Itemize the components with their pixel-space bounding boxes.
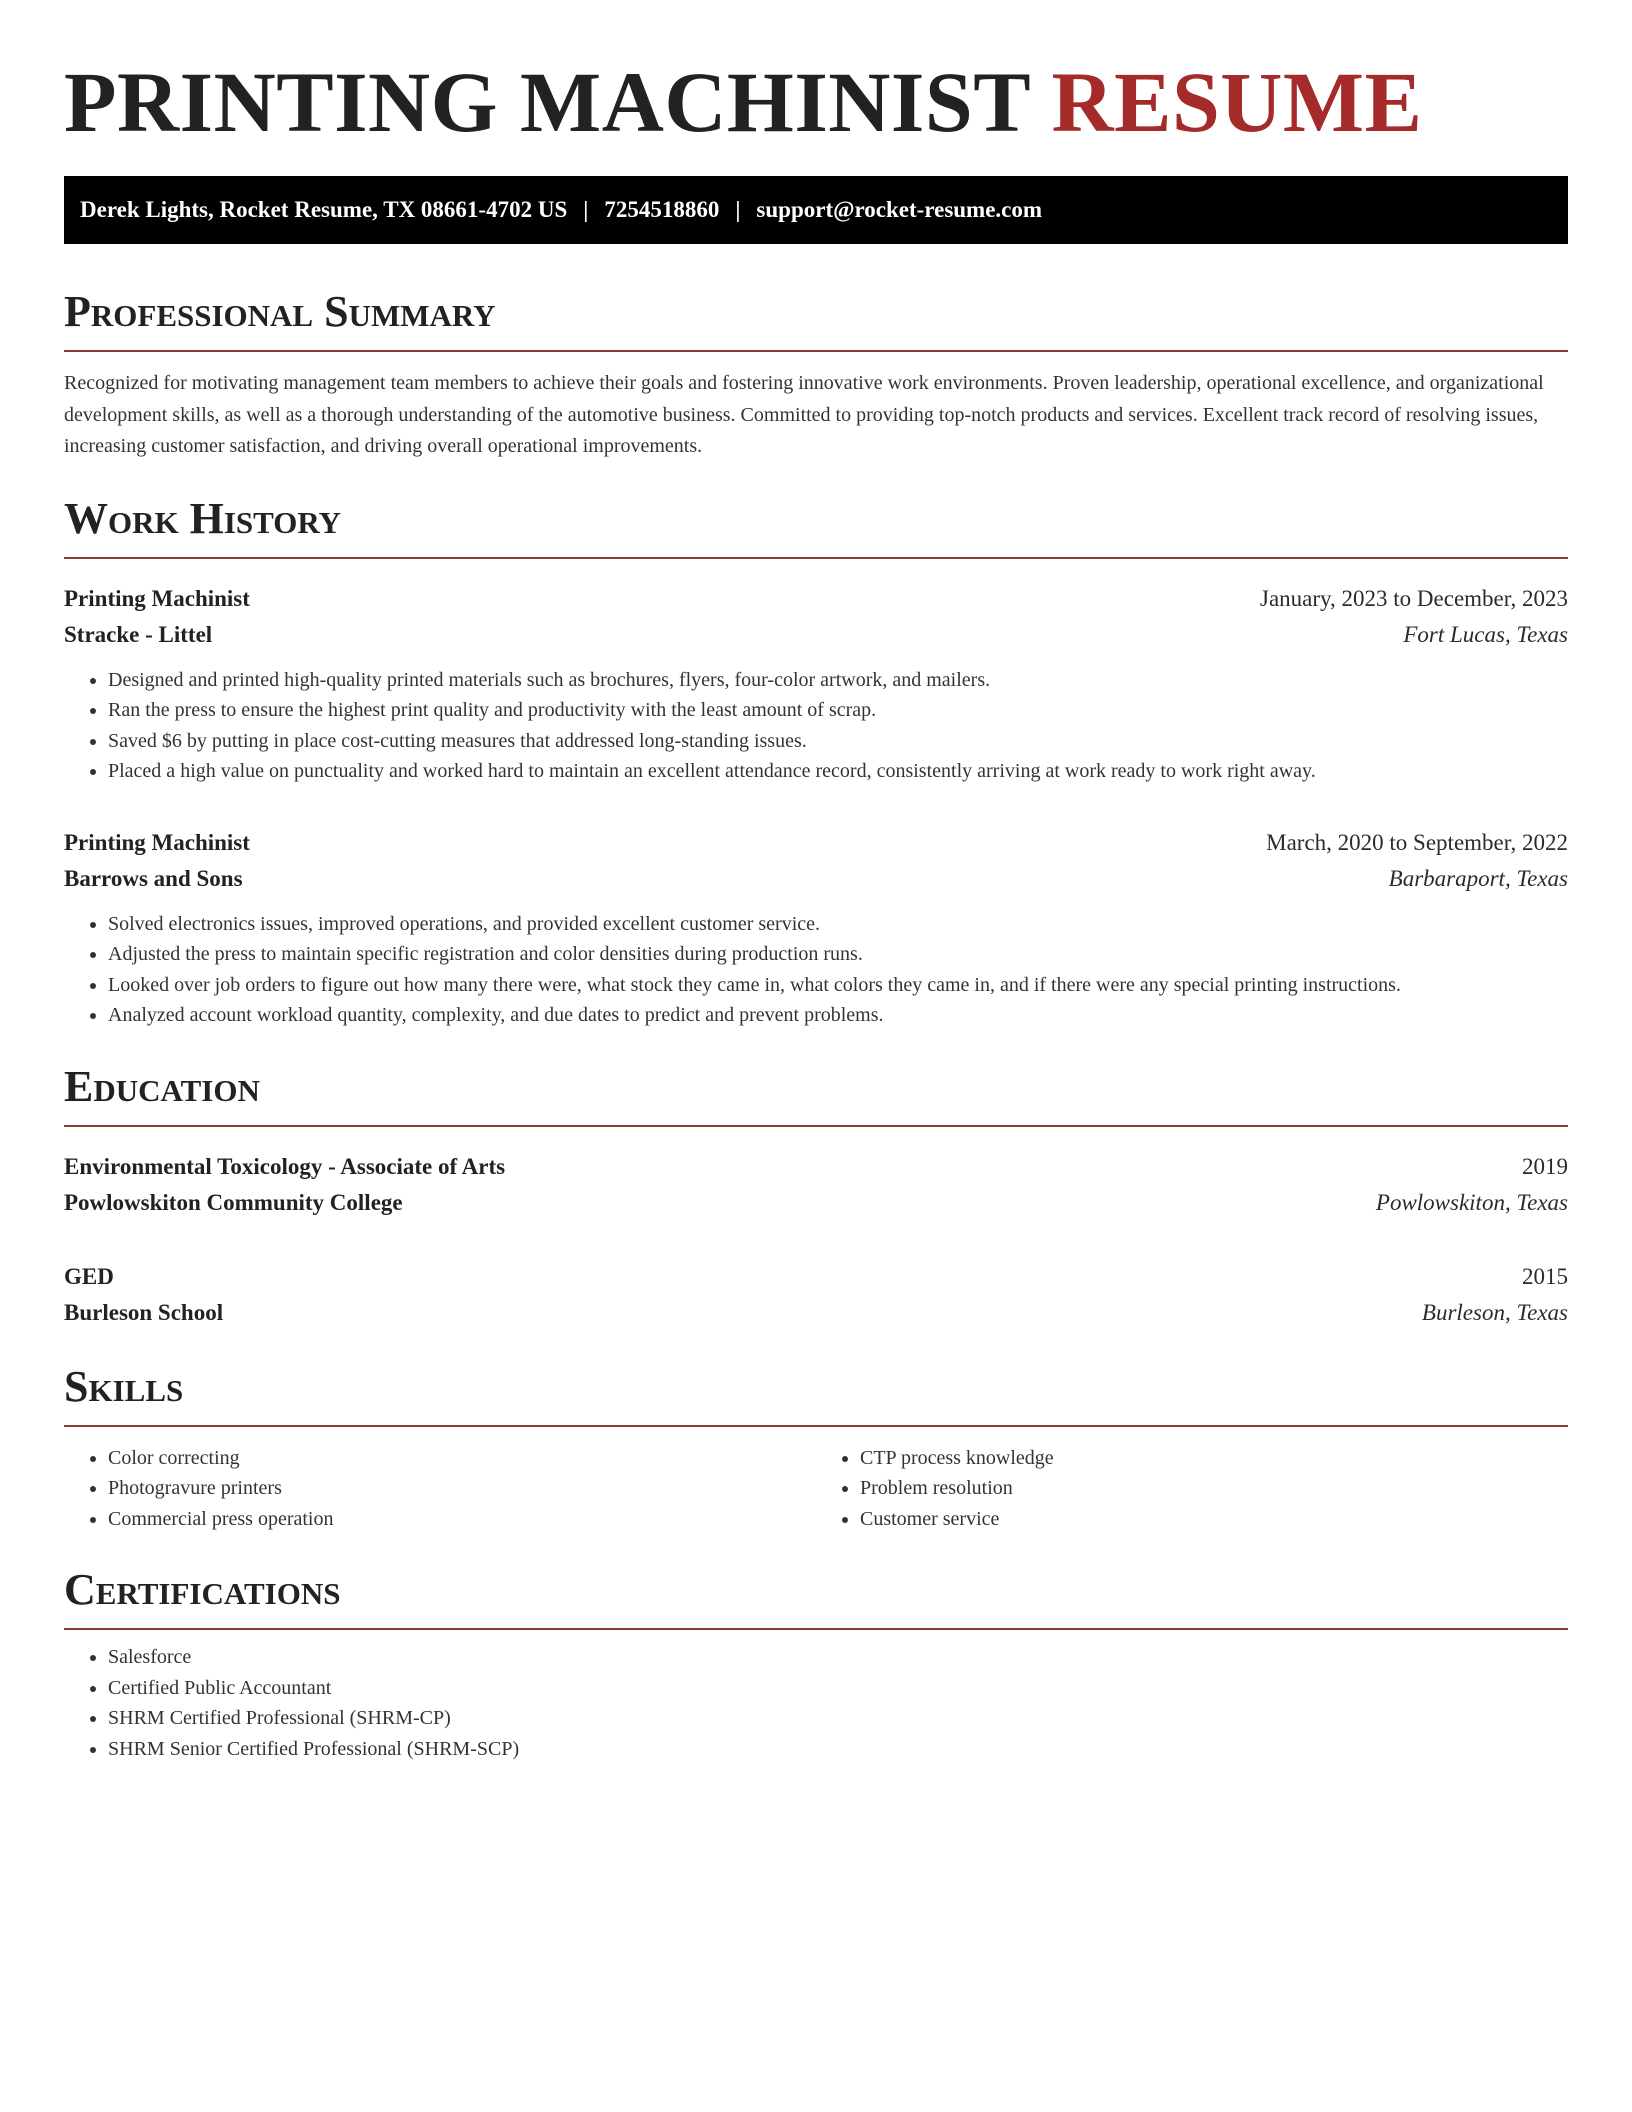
job-bullet: • Adjusted the press to maintain specific registration and color densities during production runs. <box>108 939 1568 970</box>
certifications-list <box>64 1642 1568 1764</box>
summary-heading: Professional Summary <box>64 286 1568 352</box>
certifications-heading: Certifications <box>64 1564 1568 1630</box>
education-location: Burleson, Texas <box>1421 1299 1568 1325</box>
job-bullet: • Looked over job orders to figure out how many there were, what stock they came in, what colors they came in, and if there were any special printing instructions. <box>108 970 1568 1001</box>
certifications-section <box>64 1564 1568 1764</box>
skills-column-left <box>64 1443 816 1535</box>
education-entry <box>64 1259 1568 1331</box>
work-history-heading: Work History <box>64 493 1568 559</box>
skill-item: • Commercial press operation <box>108 1504 816 1535</box>
job-title-row <box>64 581 1568 617</box>
certification-item: • Salesforce <box>108 1642 1568 1673</box>
job-dates: March, 2020 to September, 2022 <box>1266 829 1568 855</box>
skill-item: • Photogravure printers <box>108 1473 816 1504</box>
summary-text: Recognized for motivating management team members to achieve their goals and fostering innovative work environments. Proven leadership, operational excellence, and organizational development skills, as well as a thorough understanding of the automotive business. Committed to providing top-notch products and services. Excellent track record of resolving issues, increasing customer satisfaction, and driving overall operational improvements. <box>64 372 1544 457</box>
certification-item: • SHRM Certified Professional (SHRM-CP) <box>108 1703 1568 1734</box>
skill-item: • Color correcting <box>108 1443 816 1474</box>
contact-separator: | <box>735 197 741 222</box>
job-company: Barrows and Sons <box>64 865 243 891</box>
education-degree-row <box>64 1259 1568 1295</box>
job-bullet: • Solved electronics issues, improved operations, and provided excellent customer service. <box>108 909 1568 940</box>
job-location: Fort Lucas, Texas <box>1403 621 1568 647</box>
job-entry <box>64 825 1568 1031</box>
summary-section <box>64 286 1568 463</box>
job-bullet: • Ran the press to ensure the highest print quality and productivity with the least amount of scrap. <box>108 695 1568 726</box>
job-bullet: • Designed and printed high-quality printed materials such as brochures, flyers, four-color artwork, and mailers. <box>108 665 1568 696</box>
job-company: Stracke - Littel <box>64 621 213 647</box>
certification-item: • SHRM Senior Certified Professional (SHRM-SCP) <box>108 1734 1568 1765</box>
job-company-row <box>64 861 1568 897</box>
education-section <box>64 1061 1568 1331</box>
title-accent: RESUME <box>1051 54 1423 150</box>
education-degree: Environmental Toxicology - Associate of Arts <box>64 1153 506 1179</box>
education-year: 2019 <box>1522 1153 1568 1179</box>
contact-address: Derek Lights, Rocket Resume, TX 08661-4702 US <box>80 197 568 222</box>
skill-item: • Customer service <box>860 1504 1568 1535</box>
work-history-section <box>64 493 1568 1031</box>
education-degree-row <box>64 1149 1568 1185</box>
education-school: Powlowskiton Community College <box>64 1189 403 1215</box>
education-school: Burleson School <box>64 1299 224 1325</box>
job-title: Printing Machinist <box>64 585 250 611</box>
contact-phone: 7254518860 <box>604 197 720 222</box>
skills-grid <box>64 1443 1568 1535</box>
title-main: PRINTING MACHINIST <box>64 54 1030 150</box>
job-dates: January, 2023 to December, 2023 <box>1260 585 1568 611</box>
job-bullet: • Saved $6 by putting in place cost-cutting measures that addressed long-standing issues. <box>108 726 1568 757</box>
contact-bar <box>64 176 1568 244</box>
job-company-row <box>64 617 1568 653</box>
contact-email: support@rocket-resume.com <box>756 197 1043 222</box>
education-school-row <box>64 1295 1568 1331</box>
resume-title <box>64 52 1568 152</box>
job-location: Barbaraport, Texas <box>1388 865 1568 891</box>
skill-item: • Problem resolution <box>860 1473 1568 1504</box>
contact-separator: | <box>583 197 589 222</box>
skill-item: • CTP process knowledge <box>860 1443 1568 1474</box>
job-bullets <box>64 909 1568 1031</box>
job-bullet: • Analyzed account workload quantity, complexity, and due dates to predict and prevent problems. <box>108 1000 1568 1031</box>
education-location: Powlowskiton, Texas <box>1375 1189 1568 1215</box>
education-degree: GED <box>64 1263 114 1289</box>
job-bullet: • Placed a high value on punctuality and worked hard to maintain an excellent attendance record, consistently arriving at work ready to work right away. <box>108 756 1568 787</box>
job-title: Printing Machinist <box>64 829 250 855</box>
skills-heading: Skills <box>64 1361 1568 1427</box>
job-title-row <box>64 825 1568 861</box>
education-school-row <box>64 1185 1568 1221</box>
education-year: 2015 <box>1522 1263 1568 1289</box>
skills-column-right <box>816 1443 1568 1535</box>
education-entry <box>64 1149 1568 1221</box>
job-bullets <box>64 665 1568 787</box>
certification-item: • Certified Public Accountant <box>108 1673 1568 1704</box>
job-entry <box>64 581 1568 787</box>
skills-section <box>64 1361 1568 1535</box>
education-heading: Education <box>64 1061 1568 1127</box>
